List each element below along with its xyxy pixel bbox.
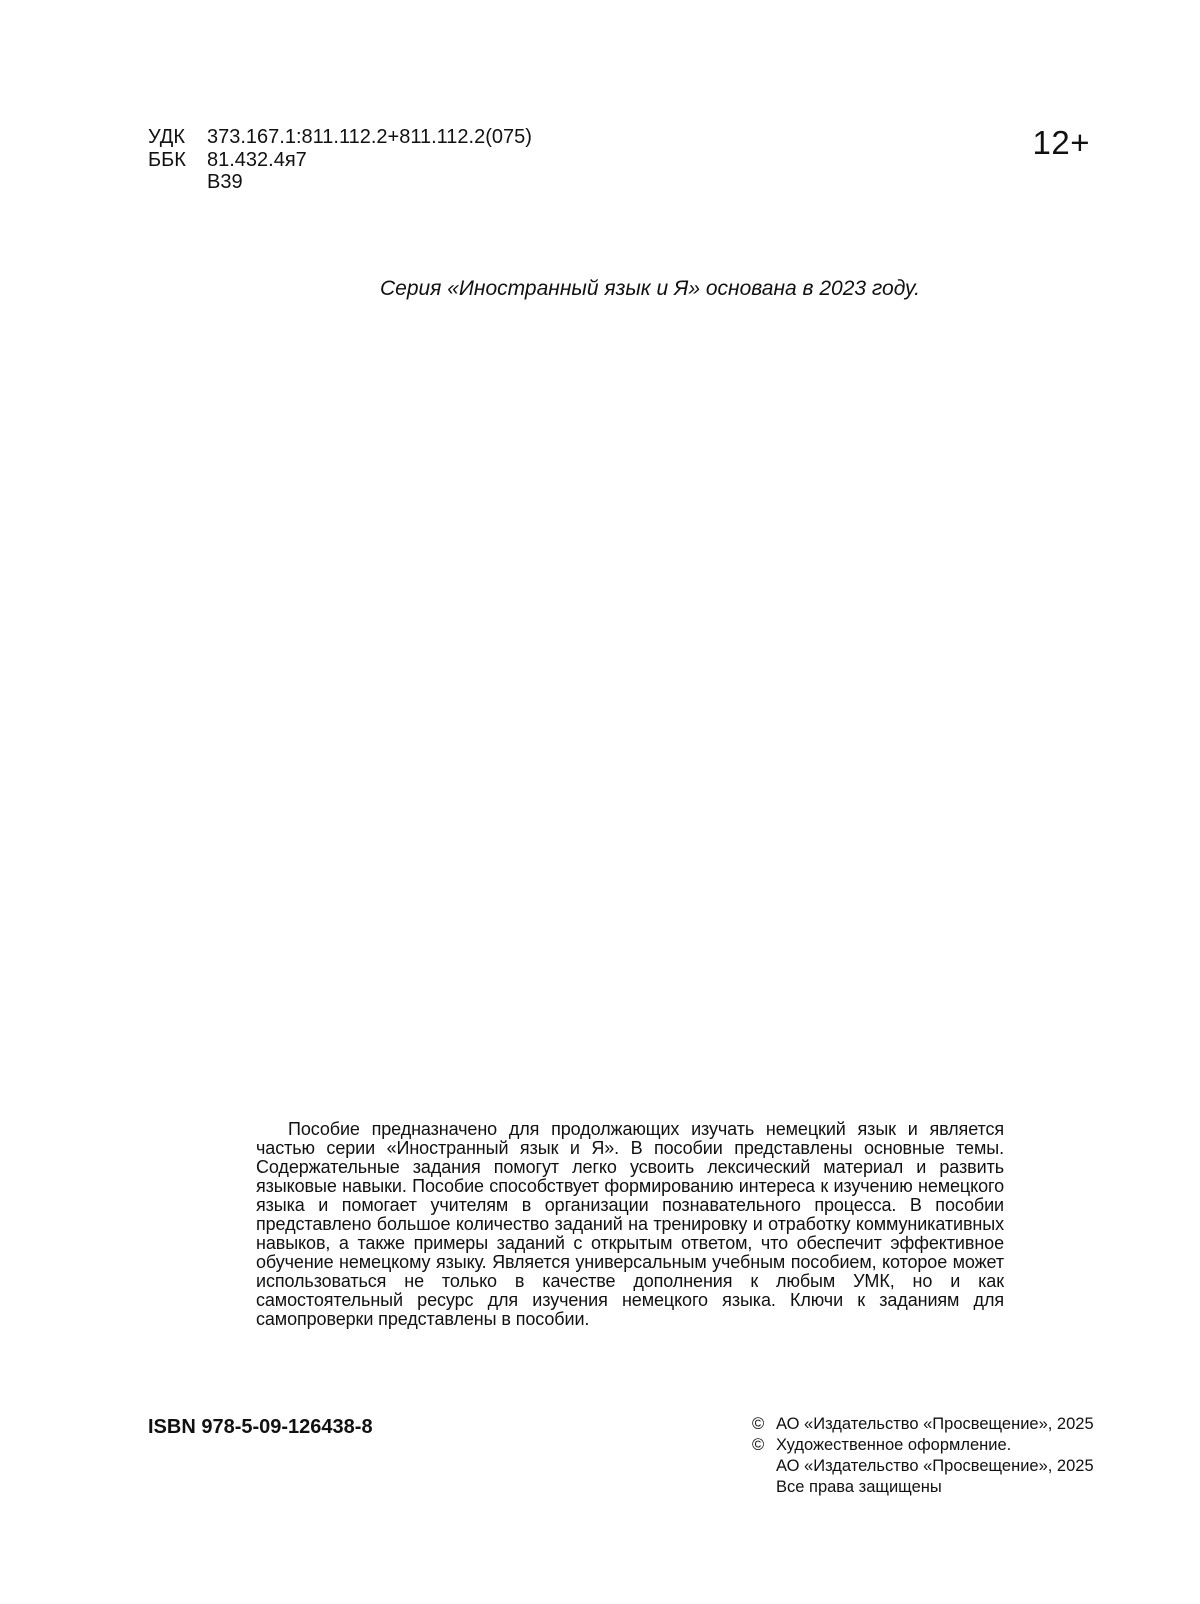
author-mark: В39 bbox=[207, 171, 243, 193]
classification-block bbox=[148, 126, 532, 194]
isbn: ISBN 978-5-09-126438-8 bbox=[148, 1416, 373, 1438]
annotation-paragraph: Пособие предназначено для продолжающих изучать немецкий язык и является частью серии «Иностранный язык и Я». В пособии представлены основные темы. Содержательные задания помогут легко усвоить лексический материал и развить языковые навыки. Пособие способствует формированию интереса к изучению немецкого языка и помогает учителям в организации познавательного процесса. В пособии представлено большое количество заданий на тренировку и отработку коммуникативных навыков, а также примеры заданий с открытым ответом, что обеспечит эффективное обучение немецкому языку. Является универсальным учебным пособием, которое может использоваться не только в качестве дополнения к любым УМК, но и как самостоятельный ресурс для изучения немецкого языка. Ключи к заданиям для самопроверки представлены в пособии. bbox=[256, 1119, 1004, 1329]
rights-reserved: Все права защищены bbox=[776, 1478, 942, 1496]
copyright-line bbox=[752, 1414, 1094, 1435]
age-rating: 12+ bbox=[1032, 124, 1090, 161]
copyright-icon: © bbox=[752, 1436, 765, 1454]
copyright-line bbox=[752, 1477, 1094, 1498]
udk-label: УДК bbox=[148, 126, 186, 148]
copyright-art-design: Художественное оформление. bbox=[776, 1436, 1012, 1454]
udk-row bbox=[148, 126, 532, 149]
copyright-line bbox=[752, 1456, 1094, 1477]
author-mark-row bbox=[148, 171, 532, 194]
bbk-row bbox=[148, 149, 532, 172]
copyright-line bbox=[752, 1435, 1094, 1456]
copyright-icon: © bbox=[752, 1415, 765, 1433]
bbk-label: ББК bbox=[148, 148, 186, 171]
bbk-value: 81.432.4я7 bbox=[207, 148, 307, 171]
copyright-block bbox=[752, 1414, 1094, 1498]
copyright-publisher: АО «Издательство «Просвещение», 2025 bbox=[776, 1415, 1094, 1433]
copyright-publisher-design: АО «Издательство «Просвещение», 2025 bbox=[776, 1457, 1094, 1475]
udk-value: 373.167.1:811.112.2+811.112.2(075) bbox=[207, 126, 532, 148]
series-note: Серия «Иностранный язык и Я» основана в 2023 году. bbox=[379, 277, 920, 300]
